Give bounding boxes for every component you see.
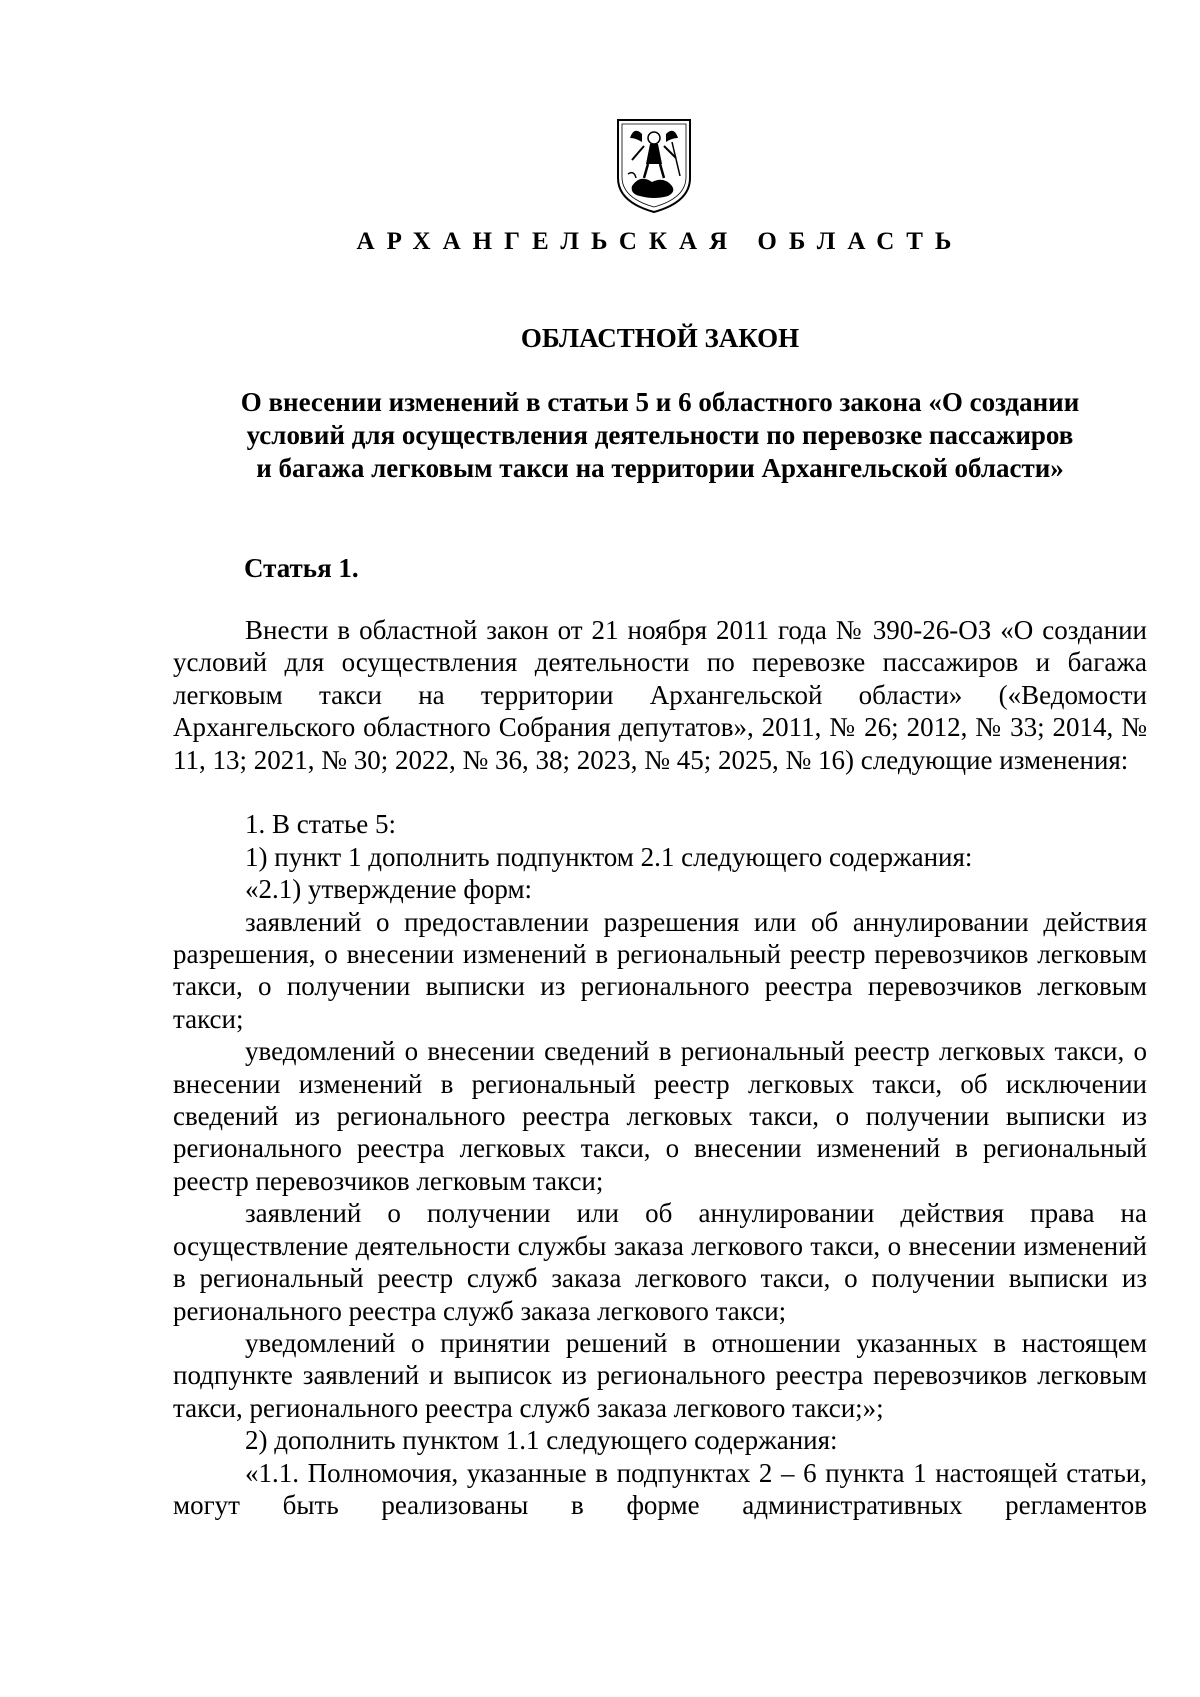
law-title-line: и багажа легковым такси на территории Архангельской области» bbox=[256, 453, 1064, 483]
region-name: АРХАНГЕЛЬСКАЯ ОБЛАСТЬ bbox=[356, 228, 964, 255]
article-paragraph: уведомлений о внесении сведений в региональный реестр легковых такси, о внесении изменений в региональный реестр легковых такси, об исключении сведений из регионального реестра легковых такси, о получении выписки из регионального реестра легковых такси, о внесении изменений в региональный реестр перевозчиков легковым такси; bbox=[173, 1036, 1147, 1196]
article-paragraph: «1.1. Полномочия, указанные в подпунктах 2 – 6 пункта 1 настоящей статьи, могут быть реализованы в форме административных регламентов bbox=[173, 1457, 1147, 1520]
article-paragraph: 1. В статье 5: bbox=[245, 809, 397, 840]
article-heading: Статья 1. bbox=[244, 553, 359, 583]
article-paragraph: заявлений о получении или об аннулировании действия права на осуществление деятельности службы заказа легкового такси, о внесении изменений в региональный реестр служб заказа легкового такси, о получении выписки из регионального реестра служб заказа легкового такси; bbox=[173, 1198, 1147, 1326]
law-type-heading: ОБЛАСТНОЙ ЗАКОН bbox=[520, 323, 800, 353]
law-title-line: О внесении изменений в статьи 5 и 6 областного закона «О создании bbox=[240, 387, 1080, 417]
article-paragraph: 2) дополнить пунктом 1.1 следующего содержания: bbox=[245, 1425, 838, 1456]
article-paragraph: 1) пункт 1 дополнить подпунктом 2.1 следующего содержания: bbox=[245, 841, 973, 872]
article-paragraph: Внести в областной закон от 21 ноября 2011 года № 390-26-ОЗ «О создании условий для осуществления деятельности по перевозке пассажиров и багажа легковым такси на территории Архангельской области» («Ведомости Архангельского областного Собрания депутатов», 2011, № 26; 2012, № 33; 2014, № 11, 13; 2021, № 30; 2022, № 36, 38; 2023, № 45; 2025, № 16) следующие изменения: bbox=[173, 615, 1147, 775]
article-paragraph: уведомлений о принятии решений в отношении указанных в настоящем подпункте заявлений и выписок из регионального реестра перевозчиков легковым такси, регионального реестра служб заказа легкового такси;»; bbox=[173, 1327, 1147, 1423]
coat-of-arms-icon bbox=[614, 116, 694, 216]
law-title bbox=[0, 386, 1200, 485]
article-body bbox=[173, 614, 1147, 1521]
article-paragraph: «2.1) утверждение форм: bbox=[245, 874, 533, 905]
law-title-line: условий для осуществления деятельности по перевозке пассажиров bbox=[246, 420, 1074, 450]
article-paragraph: заявлений о предоставлении разрешения или об аннулировании действия разрешения, о внесении изменений в региональный реестр перевозчиков легковым такси, о получении выписки из регионального реестра перевозчиков легковым такси; bbox=[173, 906, 1147, 1034]
